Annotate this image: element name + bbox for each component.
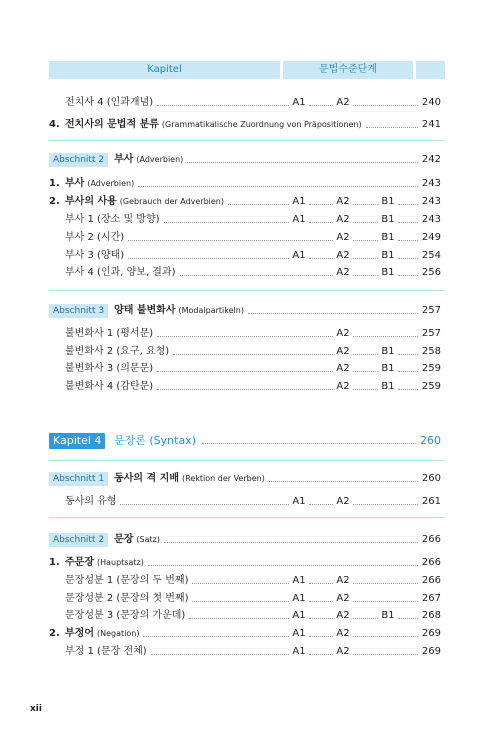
- toc-entry-row: [0, 555, 500, 571]
- dot-leader: [151, 654, 290, 655]
- toc-page-number: 259: [421, 363, 441, 374]
- dot-leader: [157, 336, 333, 337]
- section-badge: Abschnitt 1: [49, 472, 108, 486]
- dot-leader: [398, 371, 418, 372]
- dot-leader: [187, 162, 418, 163]
- dot-leader: [309, 636, 334, 637]
- page-number: xii: [30, 704, 42, 714]
- level-a1: A1: [292, 97, 306, 108]
- dot-leader: [353, 336, 418, 337]
- level-a2: A2: [336, 232, 350, 243]
- toc-page-number: 254: [421, 250, 441, 261]
- header-page-column: [416, 61, 445, 79]
- toc-page-number: 266: [421, 575, 441, 586]
- dot-leader: [353, 504, 418, 505]
- entry-title: 전치사 4 (인과개념): [65, 97, 154, 108]
- level-a2: A2: [336, 97, 350, 108]
- toc-entry-row: [0, 194, 500, 210]
- dot-leader: [398, 389, 418, 390]
- entry-title: 불변화사 1 (평서문): [65, 328, 154, 339]
- toc-page-number: 257: [421, 305, 441, 316]
- header-chapter-column: Kapitel: [49, 61, 280, 79]
- dot-leader: [309, 601, 334, 602]
- entry-number: 1.: [49, 557, 60, 568]
- level-a2: A2: [336, 328, 350, 339]
- entry-title: 부사 3 (양태): [65, 250, 125, 261]
- entry-title: 문장성분 3 (문장의 가운데): [65, 610, 186, 621]
- section-divider: [49, 460, 445, 461]
- section-title: 문장: [114, 534, 134, 545]
- dot-leader: [398, 354, 418, 355]
- toc-entry-row: [0, 573, 500, 589]
- level-b1: B1: [381, 363, 395, 374]
- toc-page-number: 259: [421, 381, 441, 392]
- toc-page-number: 257: [421, 328, 441, 339]
- toc-entry-row: [0, 494, 500, 510]
- dot-leader: [164, 222, 290, 223]
- dot-leader: [192, 583, 289, 584]
- toc-entry-row: [0, 379, 500, 395]
- level-a2: A2: [336, 381, 350, 392]
- level-a1: A1: [292, 593, 306, 604]
- toc-page-number: 260: [420, 434, 441, 447]
- entry-subtitle: (Negation): [96, 629, 140, 638]
- dot-leader: [309, 618, 334, 619]
- level-a2: A2: [336, 250, 350, 261]
- toc-entry-row: [0, 265, 500, 281]
- dot-leader: [164, 542, 418, 543]
- dot-leader: [398, 618, 418, 619]
- level-a1: A1: [292, 646, 306, 657]
- dot-leader: [353, 636, 418, 637]
- toc-page-number: 249: [421, 232, 441, 243]
- level-a1: A1: [292, 214, 306, 225]
- entry-title: 불변화사 2 (요구, 요청): [65, 346, 170, 357]
- toc-section-row: [0, 532, 500, 548]
- dot-leader: [309, 583, 334, 584]
- dot-leader: [192, 601, 289, 602]
- toc-entry-row: [0, 95, 500, 111]
- section-subtitle: (Adverbien): [136, 155, 184, 164]
- dot-leader: [353, 389, 379, 390]
- dot-leader: [269, 481, 418, 482]
- chapter-title: 문장론 (Syntax): [114, 434, 196, 447]
- entry-title: 주문장: [65, 557, 94, 568]
- entry-title: 불변화사 3 (의문문): [65, 363, 154, 374]
- level-b1: B1: [381, 232, 395, 243]
- dot-leader: [353, 654, 418, 655]
- toc-entry-row: [0, 176, 500, 192]
- dot-leader: [353, 354, 379, 355]
- dot-leader: [309, 258, 334, 259]
- entry-subtitle: (Hauptsatz): [96, 558, 144, 567]
- toc-entry-row: [0, 644, 500, 660]
- toc-page-number: 242: [421, 154, 441, 165]
- toc-entry-row: [0, 361, 500, 377]
- level-a2: A2: [336, 610, 350, 621]
- toc-entry-row: [0, 230, 500, 246]
- dot-leader: [202, 443, 416, 444]
- level-a2: A2: [336, 267, 350, 278]
- chapter-badge: Kapitel 4: [49, 433, 105, 449]
- section-title: 부사: [114, 154, 134, 165]
- entry-subtitle: (Grammatikalische Zuordnung von Präpositionen): [161, 120, 362, 129]
- dot-leader: [189, 618, 289, 619]
- entry-title: 문장성분 1 (문장의 두 번째): [65, 575, 189, 586]
- section-subtitle: (Rektion der Verben): [182, 474, 265, 483]
- dot-leader: [353, 222, 379, 223]
- entry-number: 2.: [49, 628, 60, 639]
- toc-entry-row: [0, 212, 500, 228]
- section-divider: [49, 290, 445, 291]
- toc-page-number: 243: [421, 196, 441, 207]
- section-badge: Abschnitt 3: [49, 304, 108, 318]
- entry-title: 문장성분 2 (문장의 첫 번째): [65, 593, 189, 604]
- level-a2: A2: [336, 628, 350, 639]
- dot-leader: [366, 127, 418, 128]
- section-badge: Abschnitt 2: [49, 533, 108, 547]
- entry-number: 4.: [49, 119, 60, 130]
- dot-leader: [353, 618, 379, 619]
- entry-title: 불변화사 4 (감탄문): [65, 381, 154, 392]
- level-b1: B1: [381, 267, 395, 278]
- dot-leader: [228, 204, 289, 205]
- dot-leader: [353, 105, 418, 106]
- dot-leader: [128, 258, 289, 259]
- section-divider: [49, 517, 445, 518]
- dot-leader: [353, 275, 379, 276]
- level-a1: A1: [292, 496, 306, 507]
- toc-entry-row: [0, 591, 500, 607]
- dot-leader: [398, 204, 418, 205]
- level-a2: A2: [336, 593, 350, 604]
- section-title: 양태 불변화사: [114, 305, 176, 316]
- entry-title: 동사의 유형: [65, 496, 117, 507]
- toc-entry-row: [0, 626, 500, 642]
- toc-page-number: 268: [421, 610, 441, 621]
- toc-chapter-row: [0, 433, 500, 449]
- entry-title: 부정어: [65, 628, 94, 639]
- toc-page-number: 261: [421, 496, 441, 507]
- dot-leader: [143, 636, 289, 637]
- dot-leader: [157, 105, 289, 106]
- level-a2: A2: [336, 646, 350, 657]
- dot-leader: [398, 240, 418, 241]
- level-b1: B1: [381, 196, 395, 207]
- level-a2: A2: [336, 363, 350, 374]
- toc-entry-row: [0, 248, 500, 264]
- dot-leader: [120, 504, 289, 505]
- entry-title: 부사의 사용: [65, 196, 117, 207]
- level-a2: A2: [336, 575, 350, 586]
- entry-number: 2.: [49, 196, 60, 207]
- dot-leader: [353, 204, 379, 205]
- section-subtitle: (Satz): [136, 535, 160, 544]
- toc-page-number: 243: [421, 214, 441, 225]
- dot-leader: [248, 313, 418, 314]
- entry-title: 부사 4 (인과, 양보, 결과): [65, 267, 176, 278]
- toc-section-row: [0, 152, 500, 168]
- level-b1: B1: [381, 346, 395, 357]
- section-divider: [49, 140, 445, 141]
- section-title: 동사의 격 지배: [114, 473, 179, 484]
- level-a1: A1: [292, 250, 306, 261]
- toc-entry-row: [0, 608, 500, 624]
- level-a2: A2: [336, 346, 350, 357]
- level-a1: A1: [292, 628, 306, 639]
- level-b1: B1: [381, 610, 395, 621]
- toc-page-number: 266: [421, 557, 441, 568]
- dot-leader: [353, 240, 379, 241]
- toc-page-number: 260: [421, 473, 441, 484]
- toc-page-number: 266: [421, 534, 441, 545]
- level-a1: A1: [292, 196, 306, 207]
- toc-page-number: 241: [421, 119, 441, 130]
- entry-title: 부사: [65, 178, 85, 189]
- dot-leader: [173, 354, 333, 355]
- dot-leader: [398, 222, 418, 223]
- dot-leader: [180, 275, 334, 276]
- level-a2: A2: [336, 496, 350, 507]
- entry-subtitle: (Adverbien): [87, 179, 135, 188]
- dot-leader: [353, 371, 379, 372]
- dot-leader: [398, 275, 418, 276]
- entry-title: 부사 1 (장소 및 방향): [65, 214, 160, 225]
- entry-title: 부정 1 (문장 전체): [65, 646, 147, 657]
- level-a1: A1: [292, 610, 306, 621]
- header-level-column: 문법수준단계: [283, 61, 413, 79]
- toc-page-number: 256: [421, 267, 441, 278]
- level-b1: B1: [381, 214, 395, 225]
- toc-entry-row: [0, 117, 500, 133]
- toc-entry-row: [0, 344, 500, 360]
- dot-leader: [398, 258, 418, 259]
- dot-leader: [309, 204, 334, 205]
- dot-leader: [309, 504, 334, 505]
- entry-number: 1.: [49, 178, 60, 189]
- dot-leader: [128, 240, 333, 241]
- section-subtitle: (Modalpartikeln): [178, 306, 244, 315]
- toc-section-row: [0, 471, 500, 487]
- dot-leader: [148, 565, 418, 566]
- dot-leader: [138, 186, 418, 187]
- dot-leader: [157, 389, 333, 390]
- level-b1: B1: [381, 250, 395, 261]
- toc-page-number: 269: [421, 628, 441, 639]
- dot-leader: [309, 105, 334, 106]
- toc-page-number: 240: [421, 97, 441, 108]
- toc-entry-row: [0, 326, 500, 342]
- level-a1: A1: [292, 575, 306, 586]
- dot-leader: [309, 222, 334, 223]
- dot-leader: [353, 583, 418, 584]
- entry-subtitle: (Gebrauch der Adverbien): [119, 197, 224, 206]
- dot-leader: [309, 654, 334, 655]
- entry-title: 전치사의 문법적 분류: [65, 119, 159, 130]
- dot-leader: [353, 258, 379, 259]
- dot-leader: [157, 371, 333, 372]
- toc-page-number: 267: [421, 593, 441, 604]
- section-badge: Abschnitt 2: [49, 153, 108, 167]
- level-a2: A2: [336, 214, 350, 225]
- toc-page-number: 243: [421, 178, 441, 189]
- toc-section-row: [0, 303, 500, 319]
- level-b1: B1: [381, 381, 395, 392]
- toc-page-number: 269: [421, 646, 441, 657]
- entry-title: 부사 2 (시간): [65, 232, 125, 243]
- dot-leader: [353, 601, 418, 602]
- level-a2: A2: [336, 196, 350, 207]
- toc-page-number: 258: [421, 346, 441, 357]
